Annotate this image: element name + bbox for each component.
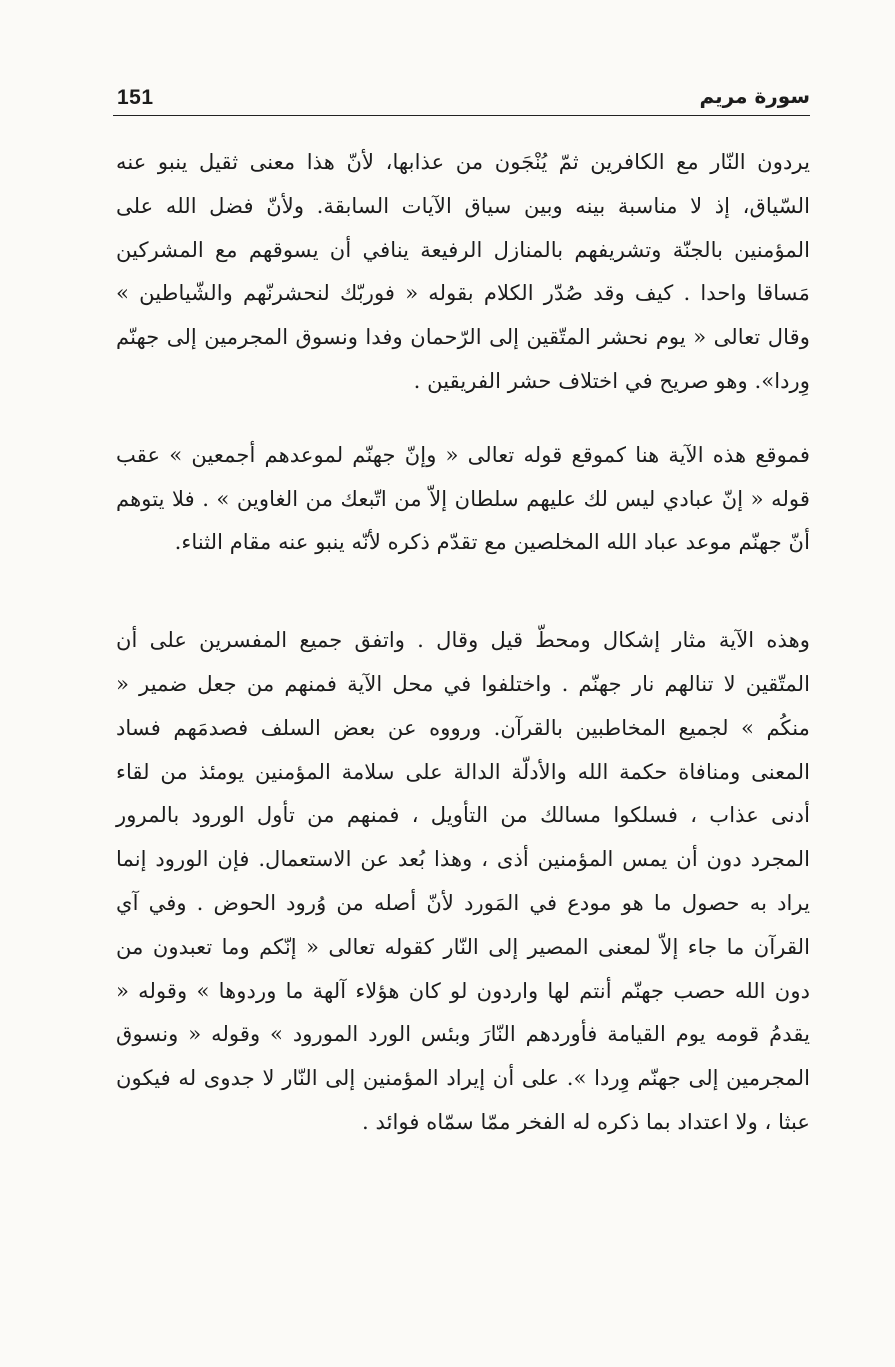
paragraph-3: وهذه الآية مثار إشكال ومحطّ قيل وقال . واتفق جميع المفسرين على أن المتّقين لا تنالهم نار جهنّم . واختلفوا في محل الآية فمنهم من جعل ضمير « منكُم » لجميع المخاطبين بالقرآن. ورووه عن بعض السلف فصدمَهم فساد المعنى ومنافاة حكمة الله والأدلّة الدالة على سلامة المؤمنين يومئذ من لقاء أدنى عذاب ، فسلكوا مسالك من التأويل ، فمنهم من تأول الورود بالمرور المجرد دون أن يمس المؤمنين أذى ، وهذا بُعد عن الاستعمال. فإن الورود إنما يراد به حصول ما هو مودع في المَورد لأنّ أصله من وُرود الحوض . وفي آي القرآن ما جاء إلاّ لمعنى المصير إلى النّار كقوله تعالى « إنّكم وما تعبدون من دون الله حصب جهنّم أنتم لها واردون لو كان هؤلاء آلهة ما وردوها » وقوله « يقدمُ قومه يوم القيامة فأوردهم النّارَ وبئس الورد المورود » وقوله « ونسوق المجرمين إلى جهنّم وِردا ». على أن إيراد المؤمنين إلى النّار لا جدوى له فيكون عبثا ، ولا اعتداد بما ذكره له الفخر ممّا سمّاه فوائد .: [116, 627, 810, 1134]
header-rule: [113, 115, 810, 116]
page-header: [113, 84, 810, 118]
page-number: 151: [117, 86, 154, 109]
surah-title: سورة مريم: [699, 84, 810, 108]
paragraph-1: يردون النّار مع الكافرين ثمّ يُنْجَون من عذابها، لأنّ هذا معنى ثقيل ينبو عنه السّياق، إذ لا مناسبة بينه وبين سياق الآيات السابقة. ولأنّ فضل الله على المؤمنين بالجنّة وتشريفهم بالمنازل الرفيعة ينافي أن يسوقهم مع المشركين مَساقا واحدا . كيف وقد صُدّر الكلام بقوله « فوربّك لنحشرنّهم والشّياطين » وقال تعالى « يوم نحشر المتّقين إلى الرّحمان وفدا ونسوق المجرمين إلى جهنّم وِردا». وهو صريح في اختلاف حشر الفريقين .: [116, 149, 810, 393]
body-text: [116, 140, 810, 1144]
paragraph-2: فموقع هذه الآية هنا كموقع قوله تعالى « وإنّ جهنّم لموعدهم أجمعين » عقب قوله « إنّ عبادي ليس لك عليهم سلطان إلاّ من اتّبعك من الغاوين » . فلا يتوهم أنّ جهنّم موعد عباد الله المخلصين مع تقدّم ذكره لأنّه ينبو عنه مقام الثناء.: [116, 441, 810, 555]
